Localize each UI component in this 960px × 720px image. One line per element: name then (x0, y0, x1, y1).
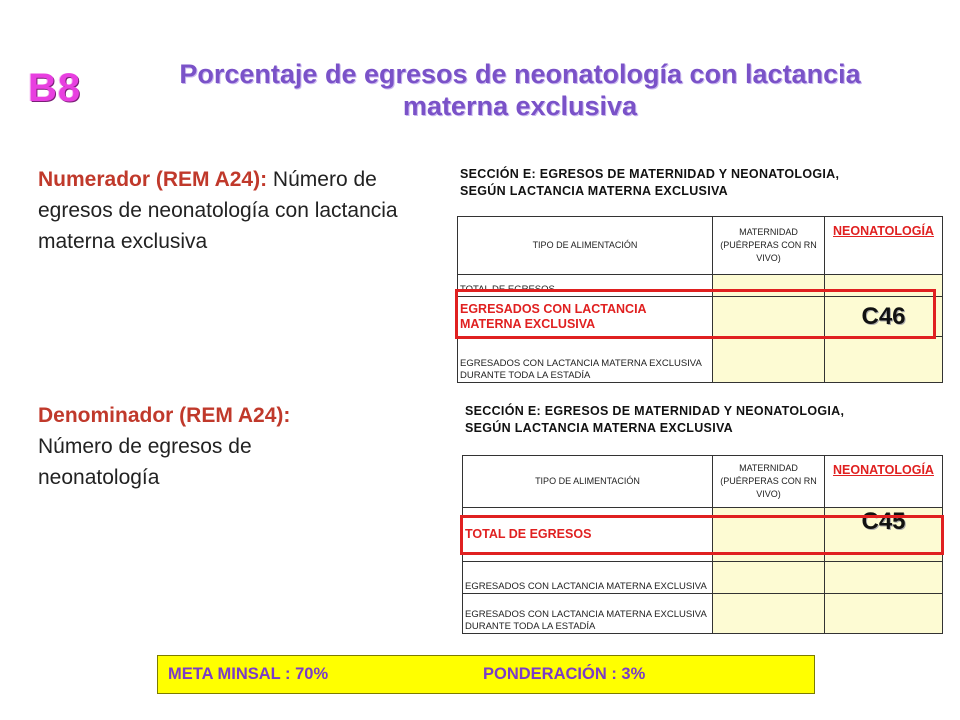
col-maternity-header: MATERNIDAD (PUÉRPERAS CON RN VIVO) (713, 217, 825, 275)
table-row (458, 337, 943, 383)
table-cell (713, 562, 825, 594)
row-lactancia-toda-estadia: EGRESADOS CON LACTANCIA MATERNA EXCLUSIVA DURANTE TODA LA ESTADÍA (458, 337, 713, 383)
indicator-code: B8 (28, 66, 82, 110)
table-row (463, 562, 943, 594)
denominator-label: Denominador (REM A24): (38, 404, 291, 427)
denominator-description (38, 400, 368, 493)
col-type-header: TIPO DE ALIMENTACIÓN (458, 217, 713, 275)
table-header-row (458, 217, 943, 275)
slide-title: Porcentaje de egresos de neonatología con lactancia materna exclusiva (179, 59, 861, 121)
col-neonatology-header: NEONATOLOGÍA (825, 217, 943, 275)
row-total-egresos: TOTAL DE EGRESOS (458, 275, 713, 297)
top-section-title: SECCIÓN E: EGRESOS DE MATERNIDAD Y NEONATOLOGIA, SEGÚN LACTANCIA MATERNA EXCLUSIVA (460, 167, 840, 198)
table-cell (713, 594, 825, 634)
bottom-section-title: SECCIÓN E: EGRESOS DE MATERNIDAD Y NEONATOLOGIA, SEGÚN LACTANCIA MATERNA EXCLUSIVA (465, 404, 845, 435)
col-maternity-header: MATERNIDAD (PUÉRPERAS CON RN VIVO) (713, 456, 825, 508)
denominator-text: Número de egresos de neonatología (38, 435, 252, 489)
row-lactancia-toda-estadia: EGRESADOS CON LACTANCIA MATERNA EXCLUSIVA DURANTE TODA LA ESTADÍA (463, 594, 713, 634)
table-cell (825, 337, 943, 383)
row-lactancia-exclusiva: EGRESADOS CON LACTANCIA MATERNA EXCLUSIVA (463, 562, 713, 594)
col-neonatology-header: NEONATOLOGÍA (825, 456, 943, 508)
numerator-label: Numerador (REM A24): (38, 168, 268, 191)
row-lactancia-exclusiva: EGRESADOS CON LACTANCIA MATERNA EXCLUSIVA (458, 297, 713, 337)
table-cell (713, 337, 825, 383)
numerator-description (38, 164, 398, 257)
goal-bar (157, 655, 815, 694)
table-row (463, 594, 943, 634)
cell-code-c46: C46 (825, 297, 943, 337)
col-type-header: TIPO DE ALIMENTACIÓN (463, 456, 713, 508)
meta-minsal: META MINSAL : 70% (168, 665, 329, 683)
row-total-egresos: TOTAL DE EGRESOS (463, 508, 713, 562)
highlight-c46-box (455, 289, 936, 339)
table-cell (825, 562, 943, 594)
cell-code-c45: C45 (825, 508, 943, 562)
highlight-c45-box (460, 515, 944, 555)
table-header-row (463, 456, 943, 508)
ponderacion: PONDERACIÓN : 3% (483, 665, 646, 683)
table-cell (825, 594, 943, 634)
numerator-text: Número de egresos de neonatología con lactancia materna exclusiva (38, 168, 398, 253)
